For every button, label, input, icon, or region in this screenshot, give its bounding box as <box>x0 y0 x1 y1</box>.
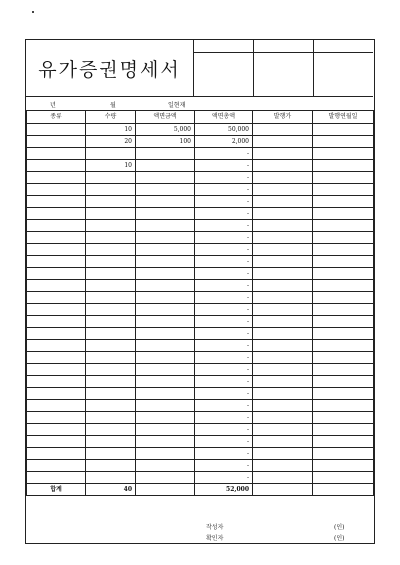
cell-quantity[interactable]: 10 <box>86 160 136 172</box>
total-face-total[interactable]: 52,000 <box>195 484 253 496</box>
cell-kind[interactable] <box>27 292 86 304</box>
checker-label: 확인자 <box>206 535 224 542</box>
cell-kind[interactable] <box>27 364 86 376</box>
total-issuer[interactable] <box>253 484 313 496</box>
table-row <box>27 472 374 484</box>
table-row <box>27 364 374 376</box>
cell-face-value[interactable] <box>136 448 195 460</box>
cell-face-value[interactable]: 5,000 <box>136 124 195 136</box>
cell-face-value[interactable] <box>136 184 195 196</box>
table-row <box>27 388 374 400</box>
total-quantity[interactable]: 40 <box>86 484 136 496</box>
cell-issue-date[interactable] <box>313 304 374 316</box>
document-title: 유가증권명세서 <box>38 58 181 81</box>
corner-dot <box>32 11 34 13</box>
table-row <box>27 304 374 316</box>
cell-face-value[interactable] <box>136 280 195 292</box>
cell-issuer[interactable] <box>253 472 313 484</box>
cell-kind[interactable] <box>27 220 86 232</box>
cell-face-total[interactable]: 50,000 <box>195 124 253 136</box>
header-kind: 종류 <box>27 111 86 124</box>
cell-issue-date[interactable] <box>313 424 374 436</box>
cell-quantity[interactable] <box>86 376 136 388</box>
cell-face-total[interactable]: - <box>195 412 253 424</box>
cell-quantity[interactable] <box>86 208 136 220</box>
cell-quantity[interactable] <box>86 292 136 304</box>
cell-face-total[interactable]: - <box>195 244 253 256</box>
cell-issuer[interactable] <box>253 268 313 280</box>
cell-face-total[interactable]: - <box>195 232 253 244</box>
cell-issuer[interactable] <box>253 208 313 220</box>
cell-issue-date[interactable] <box>313 148 374 160</box>
table-row <box>27 184 374 196</box>
month-label: 월 <box>110 102 116 109</box>
header-face-total: 액면총액 <box>195 111 253 124</box>
cell-face-total[interactable]: - <box>195 316 253 328</box>
cell-issue-date[interactable] <box>313 328 374 340</box>
cell-quantity[interactable] <box>86 244 136 256</box>
cell-face-total[interactable]: - <box>195 208 253 220</box>
cell-issue-date[interactable] <box>313 364 374 376</box>
cell-quantity[interactable] <box>86 340 136 352</box>
title-box <box>26 40 194 96</box>
table-row <box>27 136 374 148</box>
cell-kind[interactable] <box>27 148 86 160</box>
cell-quantity[interactable] <box>86 352 136 364</box>
table-row <box>27 436 374 448</box>
table-row <box>27 280 374 292</box>
total-face-value[interactable] <box>136 484 195 496</box>
cell-quantity[interactable] <box>86 316 136 328</box>
checker-seal[interactable]: (인) <box>334 535 345 542</box>
cell-quantity[interactable] <box>86 472 136 484</box>
approval-cell-2[interactable] <box>254 40 314 96</box>
cell-face-value[interactable] <box>136 424 195 436</box>
cell-issue-date[interactable] <box>313 124 374 136</box>
table-row <box>27 148 374 160</box>
cell-face-value[interactable] <box>136 376 195 388</box>
cell-issuer[interactable] <box>253 244 313 256</box>
date-label: 일현재 <box>168 102 186 109</box>
table-row <box>27 292 374 304</box>
cell-issuer[interactable] <box>253 448 313 460</box>
cell-issuer[interactable] <box>253 148 313 160</box>
cell-kind[interactable] <box>27 184 86 196</box>
table-row <box>27 448 374 460</box>
cell-issue-date[interactable] <box>313 412 374 424</box>
cell-kind[interactable] <box>27 316 86 328</box>
cell-kind[interactable] <box>27 304 86 316</box>
cell-quantity[interactable] <box>86 460 136 472</box>
header-block <box>26 40 373 96</box>
cell-issuer[interactable] <box>253 328 313 340</box>
cell-issuer[interactable] <box>253 124 313 136</box>
cell-issue-date[interactable] <box>313 172 374 184</box>
cell-issuer[interactable] <box>253 160 313 172</box>
cell-quantity[interactable]: 10 <box>86 124 136 136</box>
cell-face-total[interactable]: - <box>195 376 253 388</box>
cell-face-value[interactable] <box>136 148 195 160</box>
table-row <box>27 244 374 256</box>
cell-quantity[interactable] <box>86 364 136 376</box>
cell-kind[interactable] <box>27 208 86 220</box>
securities-table <box>26 110 374 496</box>
cell-face-value[interactable] <box>136 316 195 328</box>
table-row <box>27 340 374 352</box>
cell-issue-date[interactable] <box>313 460 374 472</box>
cell-kind[interactable] <box>27 376 86 388</box>
cell-quantity[interactable] <box>86 184 136 196</box>
cell-issue-date[interactable] <box>313 208 374 220</box>
table-row <box>27 328 374 340</box>
cell-face-value[interactable] <box>136 460 195 472</box>
cell-face-value[interactable] <box>136 412 195 424</box>
cell-kind[interactable] <box>27 256 86 268</box>
cell-issuer[interactable] <box>253 388 313 400</box>
cell-kind[interactable] <box>27 196 86 208</box>
cell-face-value[interactable] <box>136 292 195 304</box>
cell-face-value[interactable] <box>136 364 195 376</box>
cell-issuer[interactable] <box>253 364 313 376</box>
cell-issue-date[interactable] <box>313 292 374 304</box>
cell-issue-date[interactable] <box>313 220 374 232</box>
writer-seal[interactable]: (인) <box>334 524 345 531</box>
approval-box <box>194 40 373 96</box>
cell-face-value[interactable] <box>136 340 195 352</box>
cell-quantity[interactable] <box>86 220 136 232</box>
cell-issue-date[interactable] <box>313 256 374 268</box>
cell-kind[interactable] <box>27 448 86 460</box>
cell-face-total[interactable]: - <box>195 304 253 316</box>
cell-issuer[interactable] <box>253 376 313 388</box>
cell-face-value[interactable] <box>136 256 195 268</box>
cell-face-value[interactable] <box>136 244 195 256</box>
table-row <box>27 376 374 388</box>
cell-quantity[interactable] <box>86 412 136 424</box>
cell-issuer[interactable] <box>253 136 313 148</box>
cell-issuer[interactable] <box>253 220 313 232</box>
cell-issue-date[interactable] <box>313 340 374 352</box>
table-row <box>27 220 374 232</box>
table-row <box>27 424 374 436</box>
cell-quantity[interactable] <box>86 424 136 436</box>
header-quantity: 수량 <box>86 111 136 124</box>
cell-issuer[interactable] <box>253 184 313 196</box>
cell-face-total[interactable]: - <box>195 436 253 448</box>
cell-issuer[interactable] <box>253 232 313 244</box>
cell-face-value[interactable] <box>136 328 195 340</box>
cell-face-total[interactable]: - <box>195 352 253 364</box>
cell-issuer[interactable] <box>253 412 313 424</box>
cell-issuer[interactable] <box>253 172 313 184</box>
cell-face-value[interactable] <box>136 400 195 412</box>
cell-kind[interactable] <box>27 436 86 448</box>
cell-issue-date[interactable] <box>313 268 374 280</box>
cell-quantity[interactable] <box>86 436 136 448</box>
cell-face-value[interactable] <box>136 436 195 448</box>
cell-face-total[interactable]: - <box>195 148 253 160</box>
cell-issuer[interactable] <box>253 280 313 292</box>
cell-face-total[interactable]: - <box>195 364 253 376</box>
table-row <box>27 256 374 268</box>
cell-issuer[interactable] <box>253 424 313 436</box>
cell-face-total[interactable]: - <box>195 400 253 412</box>
cell-kind[interactable] <box>27 352 86 364</box>
total-issue-date[interactable] <box>313 484 374 496</box>
cell-kind[interactable] <box>27 460 86 472</box>
total-row <box>27 484 374 496</box>
cell-quantity[interactable] <box>86 196 136 208</box>
cell-issuer[interactable] <box>253 400 313 412</box>
cell-issuer[interactable] <box>253 316 313 328</box>
cell-issue-date[interactable] <box>313 376 374 388</box>
cell-quantity[interactable] <box>86 232 136 244</box>
cell-quantity[interactable] <box>86 400 136 412</box>
table-header-row <box>27 111 374 124</box>
table-row <box>27 460 374 472</box>
table-row <box>27 352 374 364</box>
header-issue-date: 발행연월일 <box>313 111 374 124</box>
writer-label: 작성자 <box>206 524 224 531</box>
header-issuer: 발행가 <box>253 111 313 124</box>
cell-kind[interactable] <box>27 280 86 292</box>
cell-face-total[interactable]: - <box>195 340 253 352</box>
cell-kind[interactable] <box>27 424 86 436</box>
table-row <box>27 412 374 424</box>
cell-issue-date[interactable] <box>313 448 374 460</box>
table-row <box>27 316 374 328</box>
cell-issuer[interactable] <box>253 196 313 208</box>
date-row <box>26 96 373 110</box>
cell-face-total[interactable]: - <box>195 388 253 400</box>
cell-face-value[interactable] <box>136 352 195 364</box>
cell-face-value[interactable] <box>136 388 195 400</box>
cell-face-total[interactable]: - <box>195 172 253 184</box>
cell-issue-date[interactable] <box>313 388 374 400</box>
total-label: 합계 <box>27 484 86 496</box>
cell-face-total[interactable]: - <box>195 196 253 208</box>
cell-face-total[interactable]: - <box>195 472 253 484</box>
approval-divider <box>194 52 373 53</box>
cell-quantity[interactable] <box>86 268 136 280</box>
cell-quantity[interactable] <box>86 388 136 400</box>
cell-face-value[interactable] <box>136 232 195 244</box>
cell-issue-date[interactable] <box>313 244 374 256</box>
cell-issuer[interactable] <box>253 256 313 268</box>
cell-issuer[interactable] <box>253 352 313 364</box>
cell-issuer[interactable] <box>253 460 313 472</box>
cell-issuer[interactable] <box>253 436 313 448</box>
table-row <box>27 232 374 244</box>
table-row <box>27 124 374 136</box>
cell-issuer[interactable] <box>253 292 313 304</box>
cell-face-total[interactable]: - <box>195 220 253 232</box>
cell-kind[interactable] <box>27 160 86 172</box>
cell-issue-date[interactable] <box>313 316 374 328</box>
cell-quantity[interactable] <box>86 172 136 184</box>
cell-kind[interactable] <box>27 412 86 424</box>
header-face-value: 액면금액 <box>136 111 195 124</box>
cell-kind[interactable] <box>27 136 86 148</box>
cell-face-total[interactable]: - <box>195 292 253 304</box>
cell-issuer[interactable] <box>253 304 313 316</box>
cell-kind[interactable] <box>27 268 86 280</box>
cell-issue-date[interactable] <box>313 136 374 148</box>
table-row <box>27 172 374 184</box>
year-label: 년 <box>50 102 56 109</box>
cell-face-value[interactable] <box>136 160 195 172</box>
cell-face-value[interactable] <box>136 304 195 316</box>
cell-face-value[interactable]: 100 <box>136 136 195 148</box>
cell-issue-date[interactable] <box>313 232 374 244</box>
cell-issue-date[interactable] <box>313 352 374 364</box>
cell-face-total[interactable]: - <box>195 280 253 292</box>
cell-kind[interactable] <box>27 244 86 256</box>
cell-quantity[interactable] <box>86 304 136 316</box>
cell-issue-date[interactable] <box>313 400 374 412</box>
cell-face-value[interactable] <box>136 196 195 208</box>
cell-face-total[interactable]: - <box>195 160 253 172</box>
cell-face-total[interactable]: - <box>195 424 253 436</box>
cell-quantity[interactable] <box>86 448 136 460</box>
cell-quantity[interactable] <box>86 328 136 340</box>
cell-issue-date[interactable] <box>313 160 374 172</box>
table-row <box>27 208 374 220</box>
cell-face-total[interactable]: - <box>195 268 253 280</box>
table-row <box>27 400 374 412</box>
approval-cell-1[interactable] <box>194 40 254 96</box>
cell-face-total[interactable]: - <box>195 460 253 472</box>
cell-face-total[interactable]: - <box>195 328 253 340</box>
cell-kind[interactable] <box>27 388 86 400</box>
cell-face-total[interactable]: - <box>195 184 253 196</box>
table-row <box>27 196 374 208</box>
cell-kind[interactable] <box>27 340 86 352</box>
cell-issue-date[interactable] <box>313 184 374 196</box>
checker-row <box>26 529 373 545</box>
cell-kind[interactable] <box>27 328 86 340</box>
cell-quantity[interactable] <box>86 148 136 160</box>
table-row <box>27 160 374 172</box>
cell-kind[interactable] <box>27 232 86 244</box>
cell-quantity[interactable] <box>86 256 136 268</box>
cell-quantity[interactable]: 20 <box>86 136 136 148</box>
cell-face-total[interactable]: - <box>195 448 253 460</box>
cell-face-value[interactable] <box>136 220 195 232</box>
cell-issue-date[interactable] <box>313 436 374 448</box>
statement-sheet <box>25 39 375 544</box>
cell-issue-date[interactable] <box>313 472 374 484</box>
cell-kind[interactable] <box>27 400 86 412</box>
cell-face-total[interactable]: 2,000 <box>195 136 253 148</box>
table-row <box>27 268 374 280</box>
approval-cell-3[interactable] <box>314 40 373 96</box>
cell-issue-date[interactable] <box>313 196 374 208</box>
cell-issuer[interactable] <box>253 340 313 352</box>
cell-face-value[interactable] <box>136 208 195 220</box>
cell-face-value[interactable] <box>136 268 195 280</box>
cell-face-value[interactable] <box>136 472 195 484</box>
cell-quantity[interactable] <box>86 280 136 292</box>
cell-issue-date[interactable] <box>313 280 374 292</box>
cell-face-value[interactable] <box>136 172 195 184</box>
cell-kind[interactable] <box>27 172 86 184</box>
cell-kind[interactable] <box>27 124 86 136</box>
cell-kind[interactable] <box>27 472 86 484</box>
cell-face-total[interactable]: - <box>195 256 253 268</box>
